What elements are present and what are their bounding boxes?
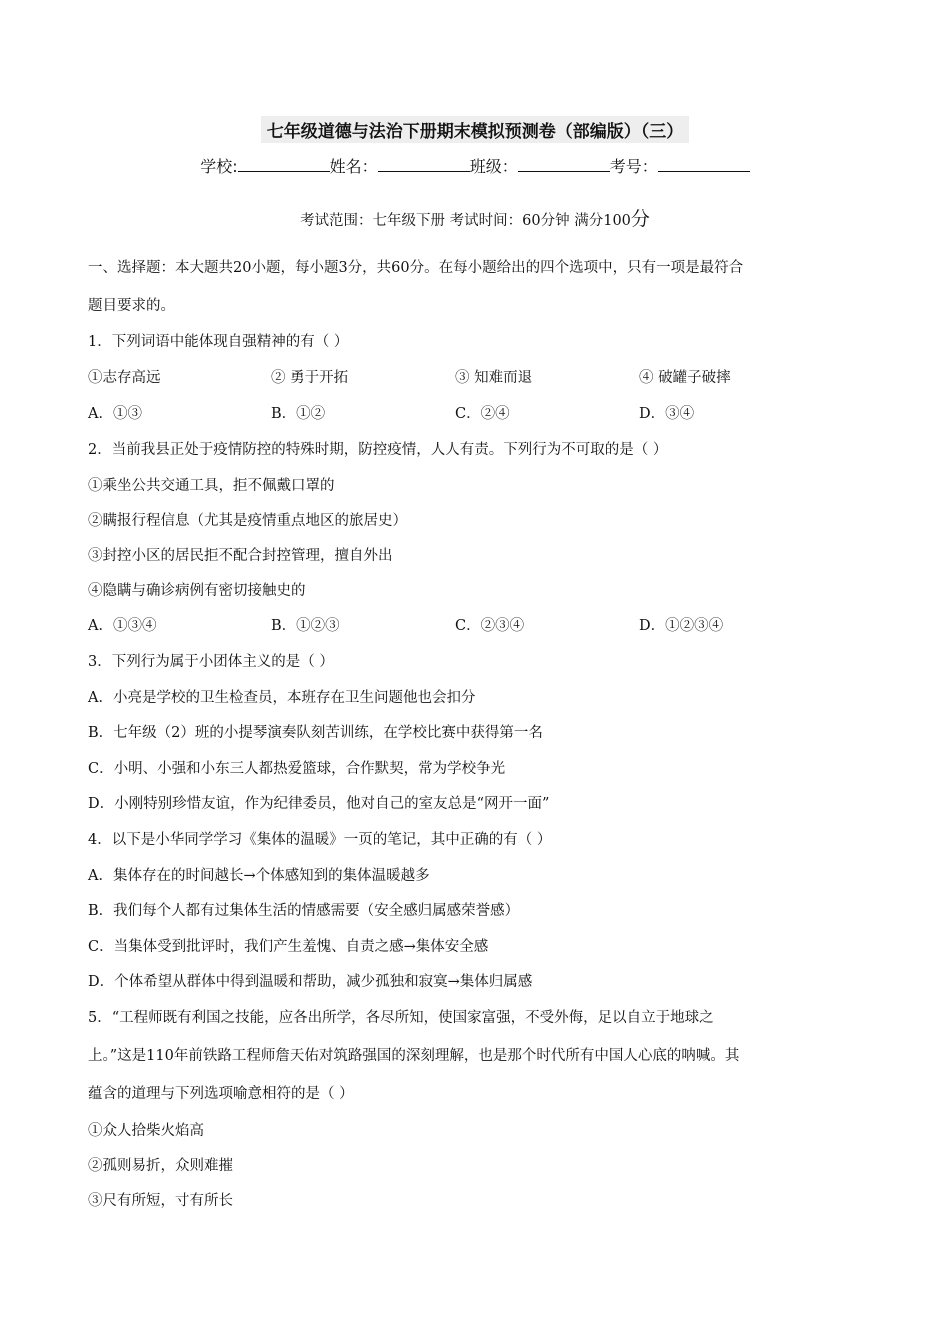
q3-stem: 3．下列行为属于小团体主义的是（ ） bbox=[88, 654, 334, 670]
section-heading-line1: 一、选择题：本大题共20小题，每小题3分，共60分。在每小题给出的四个选项中，只有一项是最符合 bbox=[88, 260, 744, 276]
q1-option-d: D．③④ bbox=[639, 406, 695, 422]
q1-item-4: ④ 破罐子破摔 bbox=[639, 370, 731, 386]
q1-stem: 1．下列词语中能体现自强精神的有（ ） bbox=[88, 334, 349, 350]
q2-stem: 2．当前我县正处于疫情防控的特殊时期，防控疫情，人人有责。下列行为不可取的是（ ） bbox=[88, 442, 668, 458]
q1-option-c: C．②④ bbox=[455, 406, 510, 422]
q3-option-d: D．小刚特别珍惜友谊，作为纪律委员，他对自己的室友总是“网开一面” bbox=[88, 796, 550, 812]
school-label: 学校: bbox=[200, 157, 238, 176]
school-blank[interactable] bbox=[238, 157, 330, 172]
q5-item-2: ②孤则易折，众则难摧 bbox=[88, 1158, 233, 1174]
exam-no-blank[interactable] bbox=[658, 157, 750, 172]
q1-option-a: A．①③ bbox=[88, 406, 142, 422]
name-blank[interactable] bbox=[378, 157, 470, 172]
name-label: 姓名： bbox=[329, 157, 378, 176]
q3-option-a: A．小亮是学校的卫生检查员，本班存在卫生问题他也会扣分 bbox=[88, 690, 476, 706]
q2-option-d: D．①②③④ bbox=[639, 618, 724, 634]
q4-stem: 4．以下是小华同学学习《集体的温暖》一页的笔记，其中正确的有（ ） bbox=[88, 832, 552, 848]
class-blank[interactable] bbox=[518, 157, 610, 172]
q2-option-a: A．①③④ bbox=[88, 618, 157, 634]
exam-no-label: 考号： bbox=[609, 157, 658, 176]
q3-option-c: C．小明、小强和小东三人都热爱篮球，合作默契，常为学校争光 bbox=[88, 761, 506, 777]
q5-stem-line2: 上。”这是110年前铁路工程师詹天佑对筑路强国的深刻理解，也是那个时代所有中国人心底的呐喊。其 bbox=[88, 1048, 740, 1064]
q4-option-d: D．个体希望从群体中得到温暖和帮助，减少孤独和寂寞→集体归属感 bbox=[88, 974, 533, 990]
q1-item-3: ③ 知难而退 bbox=[455, 370, 533, 386]
q1-item-2: ② 勇于开拓 bbox=[271, 370, 349, 386]
q5-stem-line1: 5．“工程师既有利国之技能，应各出所学，各尽所知，使国家富强，不受外侮，足以自立于地球之 bbox=[88, 1010, 714, 1026]
exam-title-wrap bbox=[0, 116, 950, 143]
exam-scope-unit: 分 bbox=[630, 208, 650, 230]
q5-item-1: ①众人拾柴火焰高 bbox=[88, 1123, 204, 1139]
student-info-line bbox=[0, 154, 950, 177]
class-label: 班级： bbox=[469, 157, 518, 176]
q3-option-b: B．七年级（2）班的小提琴演奏队刻苦训练，在学校比赛中获得第一名 bbox=[88, 725, 543, 741]
q2-item-2: ②瞒报行程信息（尤其是疫情重点地区的旅居史） bbox=[88, 513, 407, 529]
q2-option-b: B．①②③ bbox=[271, 618, 340, 634]
q2-item-4: ④隐瞒与确诊病例有密切接触史的 bbox=[88, 583, 306, 599]
q5-stem-line3: 蕴含的道理与下列选项喻意相符的是（ ） bbox=[88, 1086, 354, 1102]
q4-option-c: C．当集体受到批评时，我们产生羞愧、自责之感→集体安全感 bbox=[88, 939, 489, 955]
q4-option-b: B．我们每个人都有过集体生活的情感需要（安全感归属感荣誉感） bbox=[88, 903, 520, 919]
q2-item-3: ③封控小区的居民拒不配合封控管理，擅自外出 bbox=[88, 548, 393, 564]
q1-option-b: B．①② bbox=[271, 406, 326, 422]
q5-item-3: ③尺有所短，寸有所长 bbox=[88, 1193, 233, 1209]
q4-option-a: A．集体存在的时间越长→个体感知到的集体温暖越多 bbox=[88, 868, 430, 884]
q2-option-c: C．②③④ bbox=[455, 618, 525, 634]
exam-title: 七年级道德与法治下册期末模拟预测卷（部编版）（三） bbox=[261, 116, 690, 143]
q2-item-1: ①乘坐公共交通工具，拒不佩戴口罩的 bbox=[88, 478, 335, 494]
exam-scope-line bbox=[0, 204, 950, 231]
section-heading-line2: 题目要求的。 bbox=[88, 298, 175, 314]
exam-scope-text: 考试范围：七年级下册 考试时间：60分钟 满分100 bbox=[300, 213, 631, 229]
q1-item-1: ①志存高远 bbox=[88, 370, 161, 386]
